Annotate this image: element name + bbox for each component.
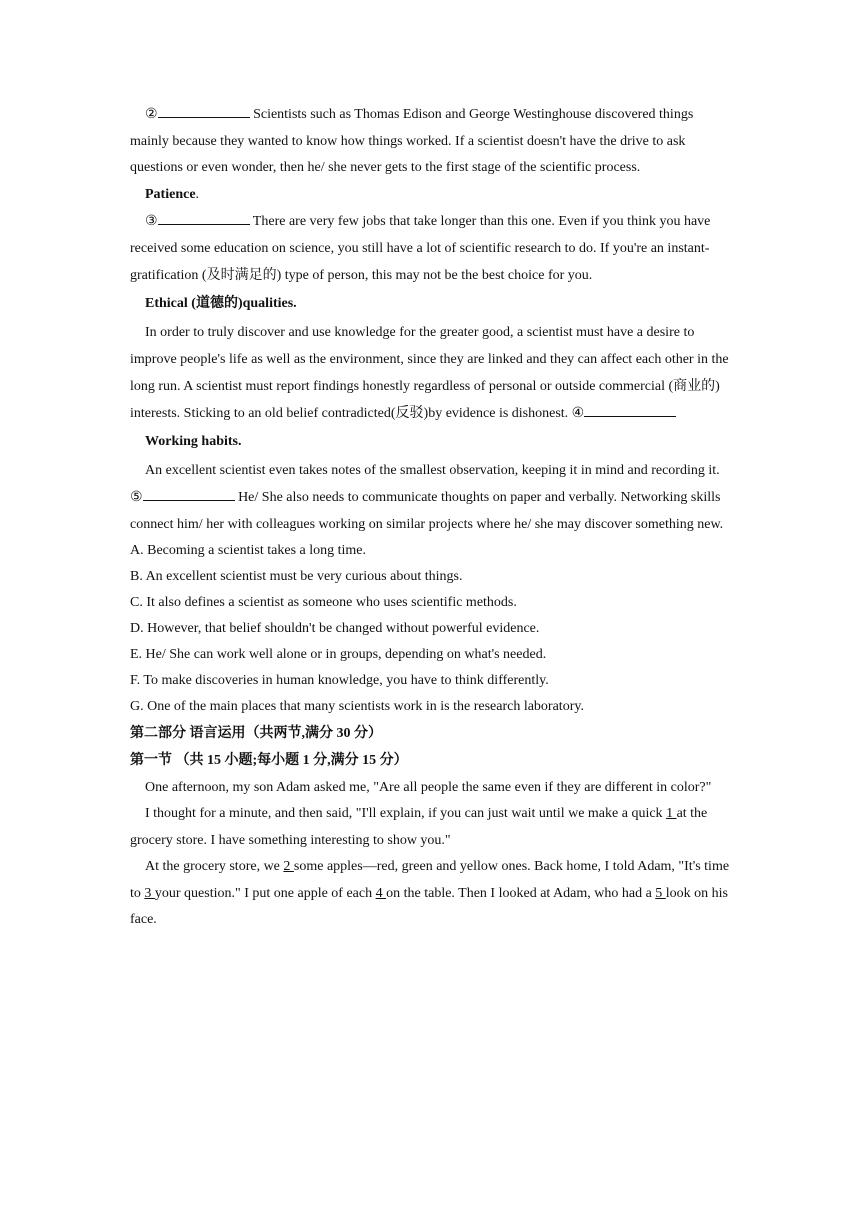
answer-blank-5[interactable] [143, 486, 235, 501]
cloze-blank-1[interactable]: 1 [666, 806, 677, 821]
cloze-blank-4[interactable]: 4 [375, 885, 387, 901]
document-page [130, 102, 730, 934]
answer-blank-4[interactable] [584, 402, 676, 417]
paragraph-2 [130, 102, 730, 182]
answer-blank-2[interactable] [158, 103, 250, 118]
answer-options [130, 538, 730, 720]
cloze-text: At the grocery store, we [145, 859, 284, 874]
paragraph-5-text-a: An excellent scientist even takes notes of the smallest observation, keeping it in mind and recording it. [145, 462, 720, 478]
paragraph-5 [130, 457, 730, 538]
section-part2-heading: 第二部分 语言运用（共两节,满分 30 分） [130, 725, 382, 741]
cloze-text: some apples—red, green and yellow ones. Back home, I told Adam, "It's time to [130, 859, 730, 901]
heading-ethical: Ethical (道德的)qualities. [145, 295, 297, 311]
option-a: A. Becoming a scientist takes a long time. [130, 542, 367, 558]
heading-working-habits: Working habits. [145, 433, 242, 449]
cloze-blank-5[interactable]: 5 [655, 885, 666, 901]
option-c: C. It also defines a scientist as someone who uses scientific methods. [130, 594, 517, 610]
cloze-paragraph-3 [130, 854, 730, 934]
cloze-blank-3[interactable]: 3 [144, 885, 155, 901]
paragraph-4-text: In order to truly discover and use knowledge for the greater good, a scientist must have a desire to improve people's life as well as the environment, since they are linked and they can affect each other in the long run. A scientist must report findings honestly regardless of personal or outside commercial (商业的) interests. Sticking to an old belief contradicted(反驳)by evidence is dishonest. [130, 324, 729, 421]
blank-2-number: ② [145, 107, 158, 122]
blank-4-number: ④ [571, 405, 585, 421]
section-1-heading: 第一节 （共 15 小题;每小题 1 分,满分 15 分） [130, 753, 408, 768]
blank-3-number: ③ [145, 213, 158, 229]
cloze-paragraph-2 [130, 801, 730, 854]
heading-patience-text: Patience [145, 186, 196, 202]
option-e: E. He/ She can work well alone or in groups, depending on what's needed. [130, 646, 547, 662]
cloze-paragraph-1: One afternoon, my son Adam asked me, "Are all people the same even if they are different in color?" [145, 779, 712, 795]
option-f: F. To make discoveries in human knowledge, you have to think differently. [130, 672, 549, 688]
option-g: G. One of the main places that many scientists work in is the research laboratory. [130, 698, 584, 714]
cloze-text: look on his face. [130, 885, 729, 927]
paragraph-3-text: There are very few jobs that take longer than this one. Even if you think you have received some education on science, you still have a lot of scientific research to do. If you're an instant-gratification (及时满足的) type of person, this may not be the best choice for you. [130, 213, 711, 283]
cloze-blank-2[interactable]: 2 [283, 859, 294, 874]
heading-patience: Patience. [145, 186, 200, 202]
cloze-text: at the grocery store. I have something interesting to show you." [130, 806, 708, 848]
paragraph-4 [130, 319, 730, 427]
cloze-text: I thought for a minute, and then said, "I'll explain, if you can just wait until we make a quick [145, 806, 667, 821]
option-d: D. However, that belief shouldn't be changed without powerful evidence. [130, 620, 540, 636]
blank-5-number: ⑤ [130, 489, 143, 505]
paragraph-3 [130, 208, 730, 289]
option-b: B. An excellent scientist must be very curious about things. [130, 568, 463, 584]
paragraph-5-text-b: He/ She also needs to communicate thoughts on paper and verbally. Networking skills connect him/ her with colleagues working on similar projects where he/ she may discover something new. [130, 489, 724, 532]
answer-blank-3[interactable] [158, 210, 250, 225]
paragraph-2-text: Scientists such as Thomas Edison and George Westinghouse discovered things mainly because they wanted to know how things worked. If a scientist doesn't have the drive to ask questions or even wonder, then he/ she never gets to the first stage of the scientific process. [130, 107, 694, 175]
cloze-text: on the table. Then I looked at Adam, who had a [386, 885, 656, 901]
cloze-text: your question." I put one apple of each [154, 885, 376, 901]
